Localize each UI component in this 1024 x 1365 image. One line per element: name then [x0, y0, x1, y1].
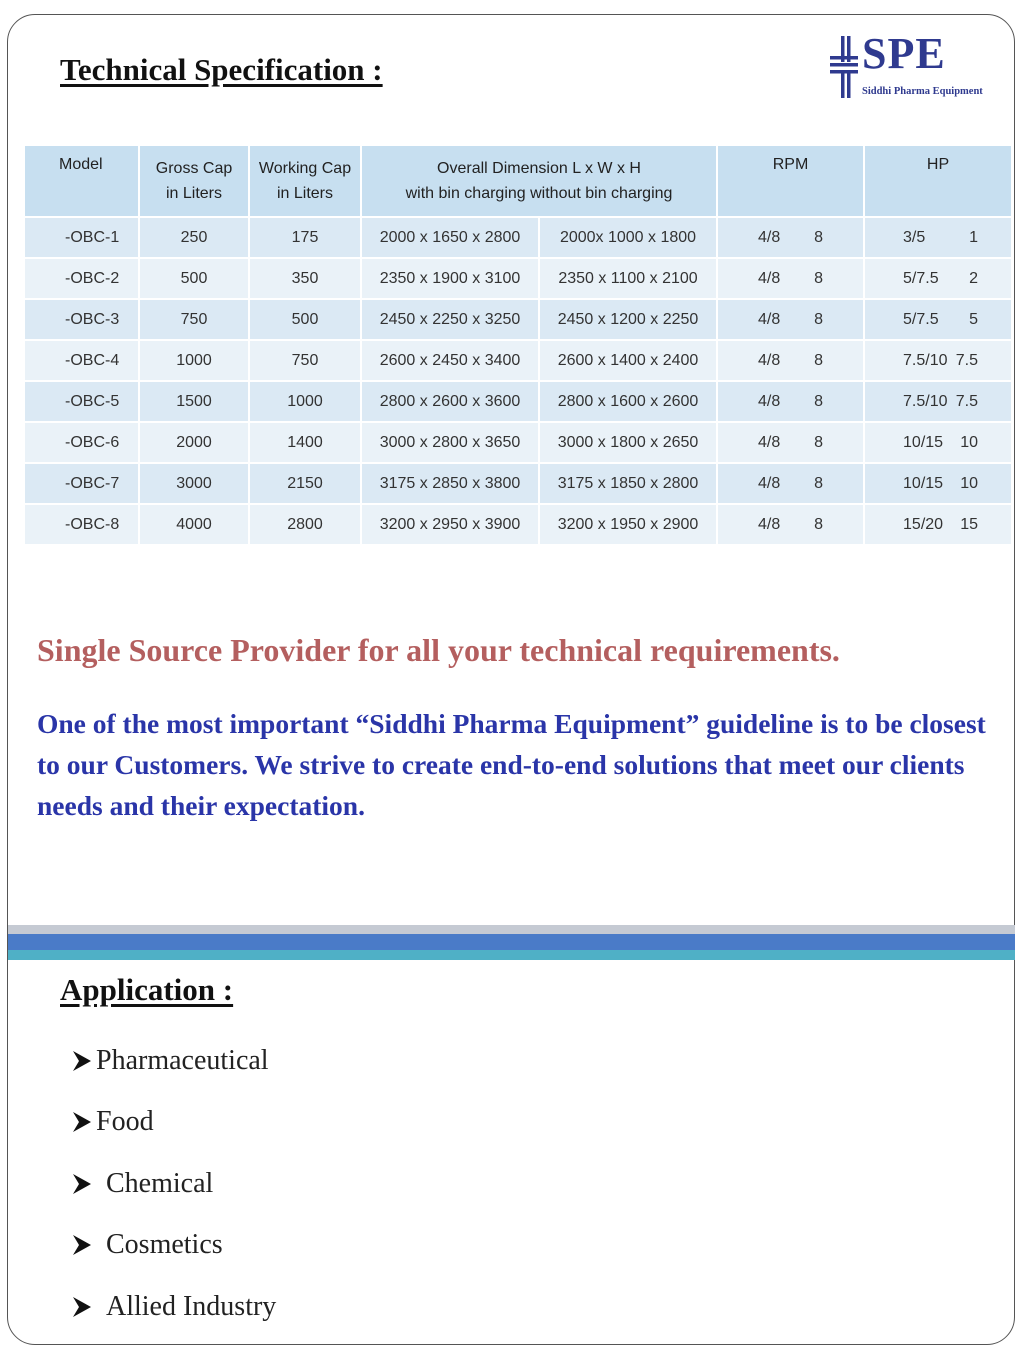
table-row	[25, 217, 1012, 258]
spec-heading: Technical Specification :	[60, 52, 383, 87]
header-dimension: Overall Dimension L x W x H with bin charging without bin charging	[361, 146, 717, 217]
cell-working-cap: 175	[249, 217, 361, 258]
cell-dim-without-bin: 2450 x 1200 x 2250	[539, 299, 717, 340]
table-row	[25, 258, 1012, 299]
cell-working-cap: 1400	[249, 422, 361, 463]
cell-dim-without-bin: 2350 x 1100 x 2100	[539, 258, 717, 299]
divider-band-light	[8, 925, 1015, 934]
table-row	[25, 422, 1012, 463]
arrow-bullet-icon	[72, 1111, 92, 1133]
tagline: Single Source Provider for all your technical requirements.	[37, 632, 840, 668]
arrow-bullet-icon	[72, 1234, 92, 1256]
table-row	[25, 381, 1012, 422]
cell-gross-cap: 3000	[139, 463, 249, 504]
cell-rpm: 4/8 8	[717, 463, 864, 504]
cell-dim-with-bin: 2800 x 2600 x 3600	[361, 381, 539, 422]
cell-dim-with-bin: 2450 x 2250 x 3250	[361, 299, 539, 340]
cell-hp: 7.5/10 7.5	[864, 340, 1012, 381]
cell-hp: 10/15 10	[864, 463, 1012, 504]
cell-rpm: 4/8 8	[717, 422, 864, 463]
divider-band-teal	[8, 950, 1015, 960]
cell-rpm: 4/8 8	[717, 504, 864, 544]
cell-hp: 10/15 10	[864, 422, 1012, 463]
cell-gross-cap: 250	[139, 217, 249, 258]
cell-rpm: 4/8 8	[717, 299, 864, 340]
cell-model: -OBC-8	[25, 504, 139, 544]
cell-rpm: 4/8 8	[717, 217, 864, 258]
cell-dim-with-bin: 2350 x 1900 x 3100	[361, 258, 539, 299]
cell-hp: 5/7.5 2	[864, 258, 1012, 299]
cell-model: -OBC-7	[25, 463, 139, 504]
cell-working-cap: 500	[249, 299, 361, 340]
cell-rpm: 4/8 8	[717, 381, 864, 422]
cell-gross-cap: 1000	[139, 340, 249, 381]
cell-model: -OBC-6	[25, 422, 139, 463]
cell-dim-without-bin: 3000 x 1800 x 2650	[539, 422, 717, 463]
header-model: Model	[25, 146, 139, 217]
cell-dim-with-bin: 3000 x 2800 x 3650	[361, 422, 539, 463]
cell-gross-cap: 1500	[139, 381, 249, 422]
header-rpm: RPM	[717, 146, 864, 217]
cell-gross-cap: 750	[139, 299, 249, 340]
application-list	[72, 1030, 276, 1338]
list-item: Chemical	[72, 1153, 276, 1215]
spec-table	[25, 146, 1013, 544]
cell-hp: 5/7.5 5	[864, 299, 1012, 340]
table-header-row	[25, 146, 1012, 217]
list-item: Allied Industry	[72, 1276, 276, 1338]
cell-gross-cap: 2000	[139, 422, 249, 463]
cell-model: -OBC-1	[25, 217, 139, 258]
cell-working-cap: 1000	[249, 381, 361, 422]
arrow-bullet-icon	[72, 1050, 92, 1072]
cell-hp: 7.5/10 7.5	[864, 381, 1012, 422]
cell-hp: 15/20 15	[864, 504, 1012, 544]
table-row	[25, 463, 1012, 504]
table-row	[25, 299, 1012, 340]
list-item: Pharmaceutical	[72, 1030, 276, 1092]
cell-dim-with-bin: 3175 x 2850 x 3800	[361, 463, 539, 504]
cell-dim-with-bin: 2000 x 1650 x 2800	[361, 217, 539, 258]
cell-model: -OBC-5	[25, 381, 139, 422]
cell-rpm: 4/8 8	[717, 258, 864, 299]
logo-subtitle: Siddhi Pharma Equipment	[862, 86, 983, 97]
cell-dim-without-bin: 2800 x 1600 x 2600	[539, 381, 717, 422]
cell-dim-without-bin: 3200 x 1950 x 2900	[539, 504, 717, 544]
cell-model: -OBC-2	[25, 258, 139, 299]
cell-hp: 3/5 1	[864, 217, 1012, 258]
table-row	[25, 340, 1012, 381]
intro-paragraph: One of the most important “Siddhi Pharma Equipment” guideline is to be closest to our Customers. We strive to create end-to-end solutions that meet our clients needs and their expectation.	[37, 708, 986, 821]
cell-gross-cap: 4000	[139, 504, 249, 544]
cell-working-cap: 2800	[249, 504, 361, 544]
header-hp: HP	[864, 146, 1012, 217]
cell-dim-with-bin: 3200 x 2950 x 3900	[361, 504, 539, 544]
arrow-bullet-icon	[72, 1173, 92, 1195]
arrow-bullet-icon	[72, 1296, 92, 1318]
cell-rpm: 4/8 8	[717, 340, 864, 381]
cell-working-cap: 350	[249, 258, 361, 299]
list-item: Food	[72, 1092, 276, 1154]
divider-band-blue	[8, 934, 1015, 950]
cell-working-cap: 2150	[249, 463, 361, 504]
cell-dim-without-bin: 3175 x 1850 x 2800	[539, 463, 717, 504]
logo-title: SPE	[862, 29, 946, 78]
header-gross-cap: Gross Cap in Liters	[139, 146, 249, 217]
list-item: Cosmetics	[72, 1215, 276, 1277]
header-working-cap: Working Cap in Liters	[249, 146, 361, 217]
spe-logo	[830, 29, 990, 102]
cell-model: -OBC-4	[25, 340, 139, 381]
cell-model: -OBC-3	[25, 299, 139, 340]
cell-gross-cap: 500	[139, 258, 249, 299]
cell-dim-without-bin: 2000x 1000 x 1800	[539, 217, 717, 258]
cell-working-cap: 750	[249, 340, 361, 381]
logo-mark-icon	[830, 36, 858, 98]
cell-dim-with-bin: 2600 x 2450 x 3400	[361, 340, 539, 381]
table-row	[25, 504, 1012, 544]
application-heading: Application :	[60, 972, 234, 1007]
cell-dim-without-bin: 2600 x 1400 x 2400	[539, 340, 717, 381]
